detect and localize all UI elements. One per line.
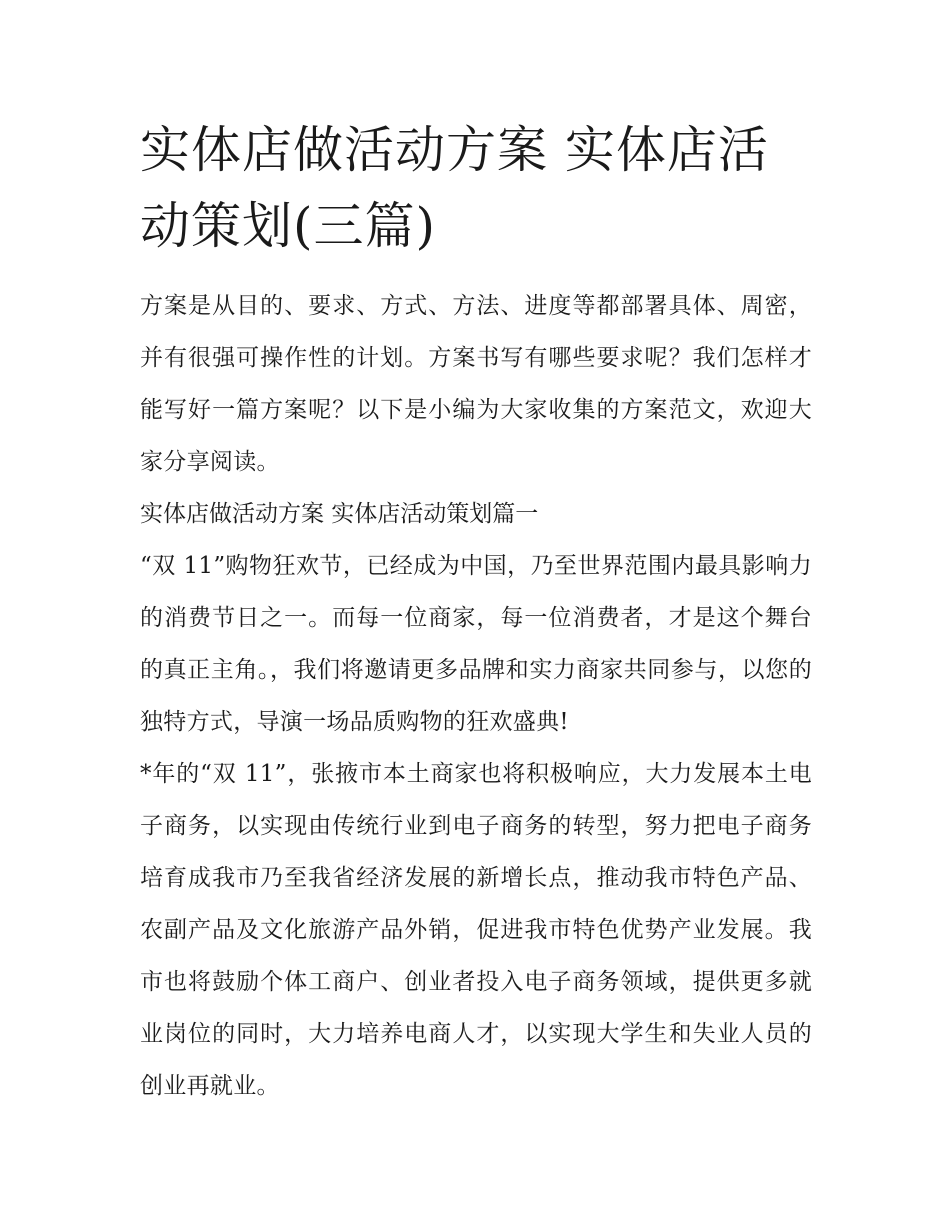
- body-paragraph: “双 11”购物狂欢节，已经成为中国，乃至世界范围内最具影响力的消费节日之一。而每一位商家，每一位消费者，才是这个舞台的真正主角。，我们将邀请更多品牌和实力商家共同参与，以您的独特方式，导演一场品质购物的狂欢盛典!: [140, 553, 812, 735]
- body-paragraph: *年的“双 11”，张掖市本土商家也将积极响应，大力发展本土电子商务，以实现由传统行业到电子商务的转型，努力把电子商务培育成我市乃至我省经济发展的新增长点，推动我市特色产品、农副产品及文化旅游产品外销，促进我市特色优势产业发展。我市也将鼓励个体工商户、创业者投入电子商务领域，提供更多就业岗位的同时，大力培养电商人才，以实现大学生和失业人员的创业再就业。: [140, 761, 812, 1099]
- document-title: 实体店做活动方案 实体店活动策划(三篇): [140, 121, 769, 255]
- document-body: [140, 112, 812, 1112]
- intro-paragraph: 方案是从目的、要求、方式、方法、进度等都部署具体、周密，并有很强可操作性的计划。方案书写有哪些要求呢？我们怎样才能写好一篇方案呢？以下是小编为大家收集的方案范文，欢迎大家分享阅读。: [140, 293, 812, 475]
- section-heading: 实体店做活动方案 实体店活动策划篇一: [140, 501, 539, 527]
